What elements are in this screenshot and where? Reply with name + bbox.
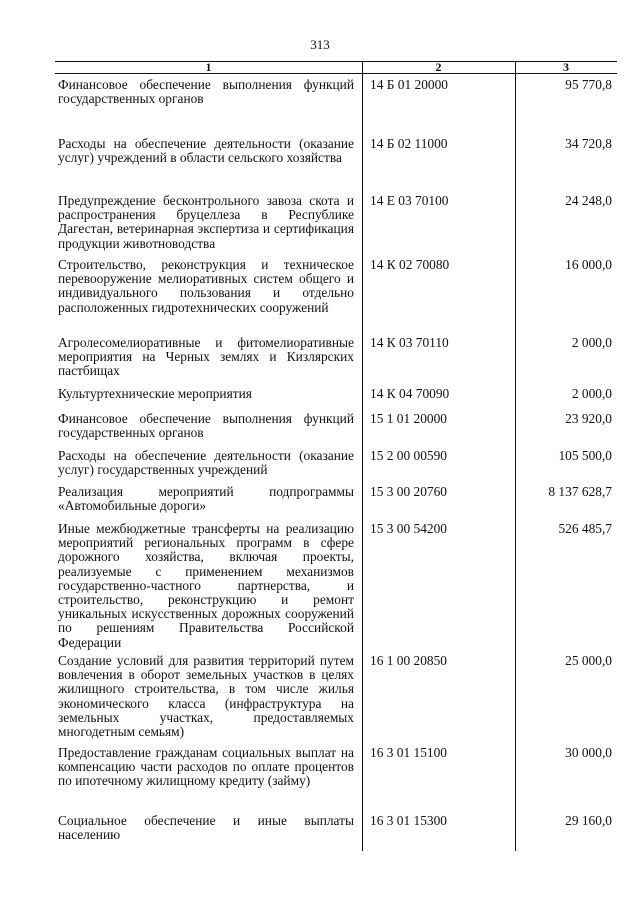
- table-row: [55, 814, 617, 850]
- row-name: Культуртехнические мероприятия: [58, 386, 252, 401]
- row-name: Расходы на обеспечение деятельности (оказание услуг) государственных учреждений: [58, 448, 354, 478]
- row-name: Предупреждение бесконтрольного завоза скота и распространения бруцеллеза в Республике Дагестан, ветеринарная экспертиза и сертификация продукции животноводства: [58, 193, 354, 251]
- row-amount: 30 000,0: [565, 745, 612, 760]
- row-name: Агролесомелиоративные и фитомелиоративные мероприятия на Черных землях и Кизлярских пастбищах: [58, 335, 354, 379]
- row-amount: 16 000,0: [565, 257, 612, 272]
- table-row: [55, 78, 617, 137]
- row-code: 14 К 02 70080: [370, 257, 450, 272]
- table-row: [55, 412, 617, 449]
- table-body: [55, 78, 617, 850]
- row-code: 15 3 00 20760: [370, 484, 447, 499]
- table-row: [55, 258, 617, 336]
- row-amount: 34 720,8: [565, 136, 612, 151]
- table-header-rule: [55, 73, 617, 74]
- row-name: Создание условий для развития территорий путем вовлечения в оборот земельных участков в целях жилищного строительства, в том числе жилья экономического класса (инфраструктура на земельных участках, предоставляемых многодетным семьям): [58, 653, 354, 740]
- table-row: [55, 449, 617, 485]
- row-amount: 95 770,8: [565, 77, 612, 92]
- table-row: [55, 746, 617, 814]
- row-name: Расходы на обеспечение деятельности (оказание услуг) учреждений в области сельского хозяйства: [58, 136, 354, 166]
- row-code: 16 3 01 15100: [370, 745, 447, 760]
- row-amount: 25 000,0: [565, 653, 612, 668]
- table-row: [55, 387, 617, 412]
- row-name: Финансовое обеспечение выполнения функций государственных органов: [58, 411, 354, 441]
- row-code: 14 Е 03 70100: [370, 193, 449, 208]
- row-amount: 23 920,0: [565, 411, 612, 426]
- row-name: Иные межбюджетные трансферты на реализацию мероприятий региональных программ в сфере дорожного хозяйства, включая проекты, реализуемые с применением механизмов государственно-частного партнерства, и строительство, реконструкцию и ремонт уникальных искусственных дорожных сооружений по решениям Правительства Российской Федерации: [58, 521, 354, 650]
- row-code: 14 Б 02 11000: [370, 136, 448, 151]
- row-name: Предоставление гражданам социальных выплат на компенсацию части расходов по оплате процентов по ипотечному жилищному кредиту (займу): [58, 745, 354, 789]
- row-name: Социальное обеспечение и иные выплаты населению: [58, 813, 354, 843]
- table-row: [55, 522, 617, 654]
- row-code: 14 К 04 70090: [370, 386, 450, 401]
- row-amount: 24 248,0: [565, 193, 612, 208]
- row-amount: 29 160,0: [565, 813, 612, 828]
- row-code: 15 3 00 54200: [370, 521, 447, 536]
- row-name: Строительство, реконструкция и техническое перевооружение мелиоративных систем общего и индивидуального пользования и отдельно расположенных гидротехнических сооружений: [58, 257, 354, 315]
- row-code: 14 Б 01 20000: [370, 77, 448, 92]
- table-row: [55, 137, 617, 194]
- table-row: [55, 485, 617, 522]
- table-row: [55, 336, 617, 387]
- row-amount: 526 485,7: [558, 521, 612, 536]
- table-row: [55, 654, 617, 746]
- row-amount: 8 137 628,7: [548, 484, 612, 499]
- row-code: 15 2 00 00590: [370, 448, 447, 463]
- column-header-3: 3: [563, 60, 569, 74]
- row-code: 15 1 01 20000: [370, 411, 447, 426]
- row-code: 14 К 03 70110: [370, 335, 449, 350]
- row-amount: 2 000,0: [571, 335, 612, 350]
- page-number: 313: [310, 37, 330, 52]
- row-amount: 105 500,0: [558, 448, 612, 463]
- row-name: Финансовое обеспечение выполнения функций государственных органов: [58, 77, 354, 107]
- row-amount: 2 000,0: [571, 386, 612, 401]
- column-header-2: 2: [435, 60, 442, 74]
- budget-table: [55, 61, 617, 851]
- row-code: 16 1 00 20850: [370, 653, 447, 668]
- column-header-1: 1: [205, 60, 212, 74]
- table-row: [55, 194, 617, 258]
- row-name: Реализация мероприятий подпрограммы «Автомобильные дороги»: [58, 484, 354, 514]
- row-code: 16 3 01 15300: [370, 813, 447, 828]
